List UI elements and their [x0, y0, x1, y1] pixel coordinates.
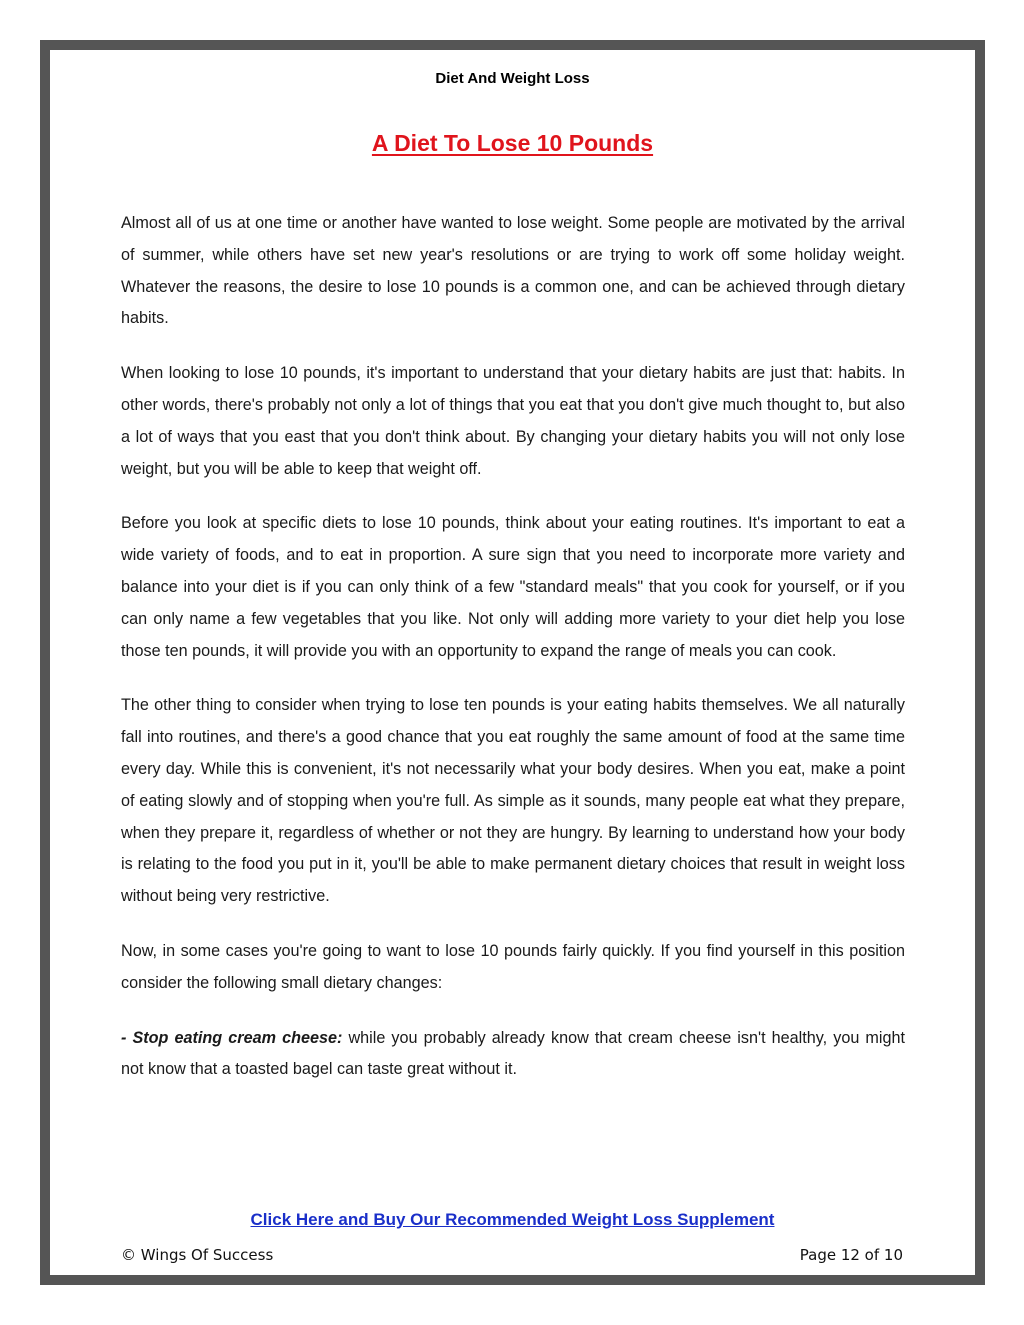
- copyright-text: © Wings Of Success: [121, 1246, 274, 1264]
- tip-paragraph: [121, 1023, 905, 1087]
- paragraph-1: Almost all of us at one time or another have wanted to lose weight. Some people are motivated by the arrival of summer, while others have set new year's resolutions or are trying to work off some holiday weight. Whatever the reasons, the desire to lose 10 pounds is a common one, and can be achieved through dietary habits.: [121, 214, 905, 328]
- running-header: Diet And Weight Loss: [435, 70, 590, 87]
- buy-supplement-link[interactable]: Click Here and Buy Our Recommended Weight Loss Supplement: [250, 1210, 775, 1229]
- tip-text: while you probably already know that cream cheese isn't healthy, you might not know that a toasted bagel can taste great without it.: [121, 1028, 906, 1079]
- paragraph-3: Before you look at specific diets to lose 10 pounds, think about your eating routines. It's important to eat a wide variety of foods, and to eat in proportion. A sure sign that you need to incorporate more variety and balance into your diet is if you can only think of a few "standard meals" that you cook for yourself, or if you can only name a few vegetables that you like. Not only will adding more variety to your diet help you lose those ten pounds, it will provide you with an opportunity to expand the range of meals you can cook.: [121, 514, 905, 660]
- paragraph-5: Now, in some cases you're going to want to lose 10 pounds fairly quickly. If you find yourself in this position consider the following small dietary changes:: [121, 941, 905, 992]
- paragraph-2: When looking to lose 10 pounds, it's important to understand that your dietary habits are just that: habits. In other words, there's probably not only a lot of things that you eat that you don't give much thought to, but also a lot of ways that you east that you don't think about. By changing your dietary habits you will not only lose weight, but you will be able to keep that weight off.: [121, 364, 905, 478]
- page-number: Page 12 of 10: [799, 1246, 903, 1264]
- page-footer: [121, 1246, 903, 1264]
- article-body: [121, 208, 905, 1086]
- paragraph-4: The other thing to consider when trying to lose ten pounds is your eating habits themselves. We all naturally fall into routines, and there's a good chance that you eat roughly the same amount of food at the same time every day. While this is convenient, it's not necessarily what your body desires. When you eat, make a point of eating slowly and of stopping when you're full. As simple as it sounds, many people eat what they prepare, when they prepare it, regardless of whether or not they are hungry. By learning to understand how your body is relating to the food you put in it, you'll be able to make permanent dietary choices that result in weight loss without being very restrictive.: [121, 696, 905, 906]
- tip-lead: - Stop eating cream cheese:: [121, 1028, 343, 1047]
- article-title: A Diet To Lose 10 Pounds: [371, 130, 654, 156]
- page-frame: [40, 40, 985, 1285]
